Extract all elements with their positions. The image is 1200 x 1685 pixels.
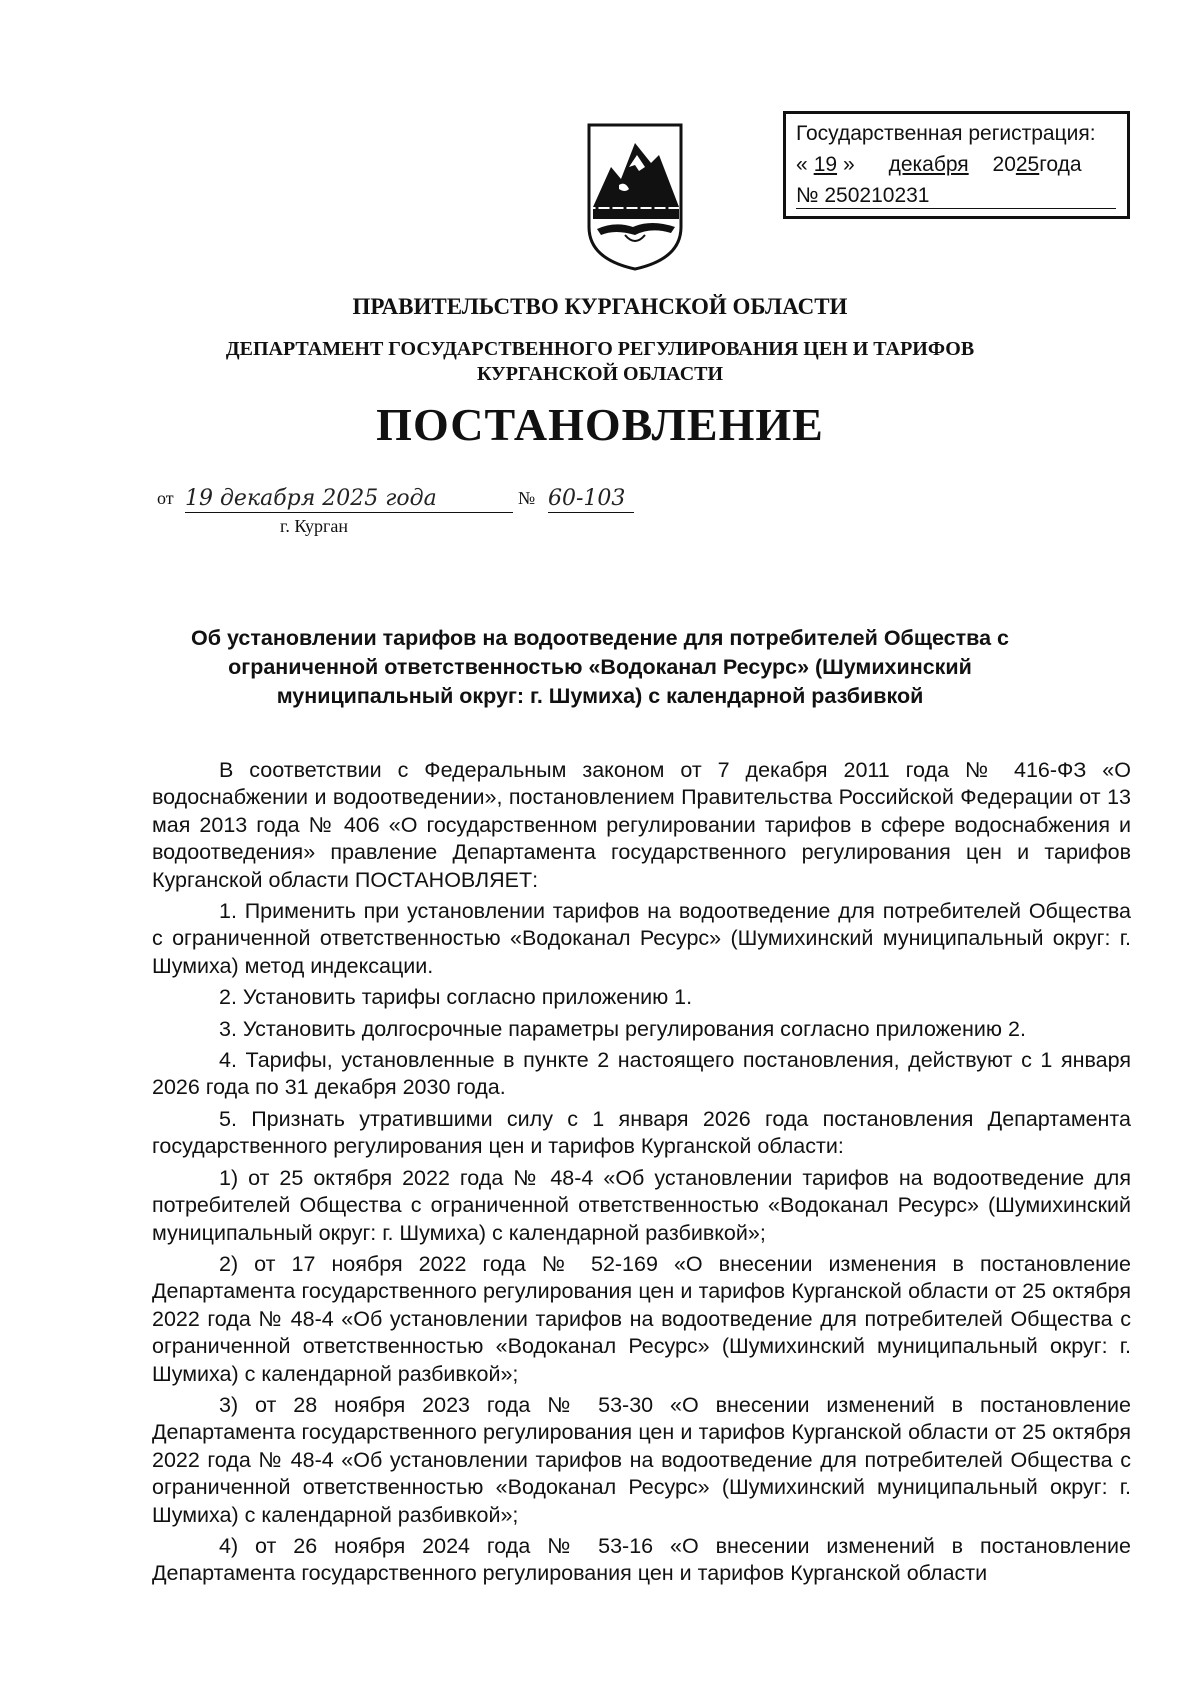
government-name: ПРАВИТЕЛЬСТВО КУРГАНСКОЙ ОБЛАСТИ xyxy=(352,294,848,319)
paragraph: В соответствии с Федеральным законом от 7 декабря 2011 года № 416-ФЗ «О водоснабжении и водоотведении», постановлением Правительства Российской Федерации от 13 мая 2013 года № 406 «О государственном регулировании тарифов в сфере водоснабжения и водоотведения» правление Департамента государственного регулирования цен и тарифов Курганской области ПОСТАНОВЛЯЕТ: xyxy=(152,758,1131,892)
paragraph: 3. Установить долгосрочные параметры регулирования согласно приложению 2. xyxy=(219,1016,1026,1041)
paragraph: 2) от 17 ноября 2022 года № 52-169 «О внесении изменения в постановление Департамента государственного регулирования цен и тарифов Курганской области от 25 октября 2022 года № 48-4 «Об установлении тарифов на водоотведение для потребителей Общества с ограниченной ответственностью «Водоканал Ресурс» (Шумихинский муниципальный округ: г. Шумиха) с календарной разбивкой»; xyxy=(152,1251,1131,1386)
paragraph: 2. Установить тарифы согласно приложению 1. xyxy=(219,985,693,1010)
department-line-1: ДЕПАРТАМЕНТ ГОСУДАРСТВЕННОГО РЕГУЛИРОВАНИЯ ЦЕН И ТАРИФОВ xyxy=(225,338,975,360)
coat-of-arms-icon xyxy=(585,123,685,271)
registration-stamp xyxy=(783,111,1130,219)
paragraph: 1. Применить при установлении тарифов на водоотведение для потребителей Общества с ограниченной ответственностью «Водоканал Ресурс» (Шумихинский муниципальный округ: г. Шумиха) метод индексации. xyxy=(152,899,1131,978)
registration-year-word: года xyxy=(1039,153,1082,176)
registration-year-suffix: 25 xyxy=(1015,153,1040,176)
document-body xyxy=(152,757,1131,1588)
paragraph: 4. Тарифы, установленные в пункте 2 настоящего постановления, действуют с 1 января 2026 года по 31 декабря 2030 года. xyxy=(152,1048,1131,1100)
registration-day: 19 xyxy=(813,153,838,176)
registration-year-prefix: 20 xyxy=(992,153,1016,176)
registration-date: « 19 » декабря 2025года xyxy=(796,153,1082,176)
paragraph: 4) от 26 ноября 2024 года № 53-16 «О внесении изменений в постановление Департамента государственного регулирования цен и тарифов Курганской области xyxy=(152,1533,1131,1586)
document-type: ПОСТАНОВЛЕНИЕ xyxy=(376,399,824,450)
registration-number: 250210231 xyxy=(824,184,930,207)
handwritten-number: 60-103 xyxy=(548,486,626,511)
paragraph: 5. Признать утратившими силу с 1 января 2026 года постановления Департамента государственного регулирования цен и тарифов Курганской области: xyxy=(152,1106,1131,1159)
registration-number-row xyxy=(796,180,1117,211)
number-prefix: № xyxy=(518,488,536,508)
document-title: Об установлении тарифов на водоотведение для потребителей Общества с ограниченной ответственностью «Водоканал Ресурс» (Шумихинский муниципальный округ: г. Шумиха) с календарной разбивкой xyxy=(191,626,1009,708)
paragraph: 3) от 28 ноября 2023 года № 53-30 «О внесении изменений в постановление Департамента государственного регулирования цен и тарифов Курганской области от 25 октября 2022 года № 48-4 «Об установлении тарифов на водоотведение для потребителей Общества с ограниченной ответственностью «Водоканал Ресурс» (Шумихинский муниципальный округ: г. Шумиха) с календарной разбивкой»; xyxy=(152,1392,1131,1527)
date-prefix: от xyxy=(157,488,174,508)
handwritten-date: 19 декабря 2025 года xyxy=(185,486,437,511)
date-field xyxy=(185,486,513,513)
department-name xyxy=(0,337,1200,387)
paragraph: 1) от 25 октября 2022 года № 48-4 «Об установлении тарифов на водоотведение для потребителей Общества с ограниченной ответственностью «Водоканал Ресурс» (Шумихинский муниципальный округ: г. Шумиха) с календарной разбивкой»; xyxy=(152,1165,1131,1245)
registration-title: Государственная регистрация: xyxy=(796,122,1096,145)
number-field xyxy=(548,486,634,513)
department-line-2: КУРГАНСКОЙ ОБЛАСТИ xyxy=(476,363,724,385)
registration-number-label: № xyxy=(796,184,819,207)
city: г. Курган xyxy=(280,516,349,536)
registration-month: декабря xyxy=(888,153,969,176)
